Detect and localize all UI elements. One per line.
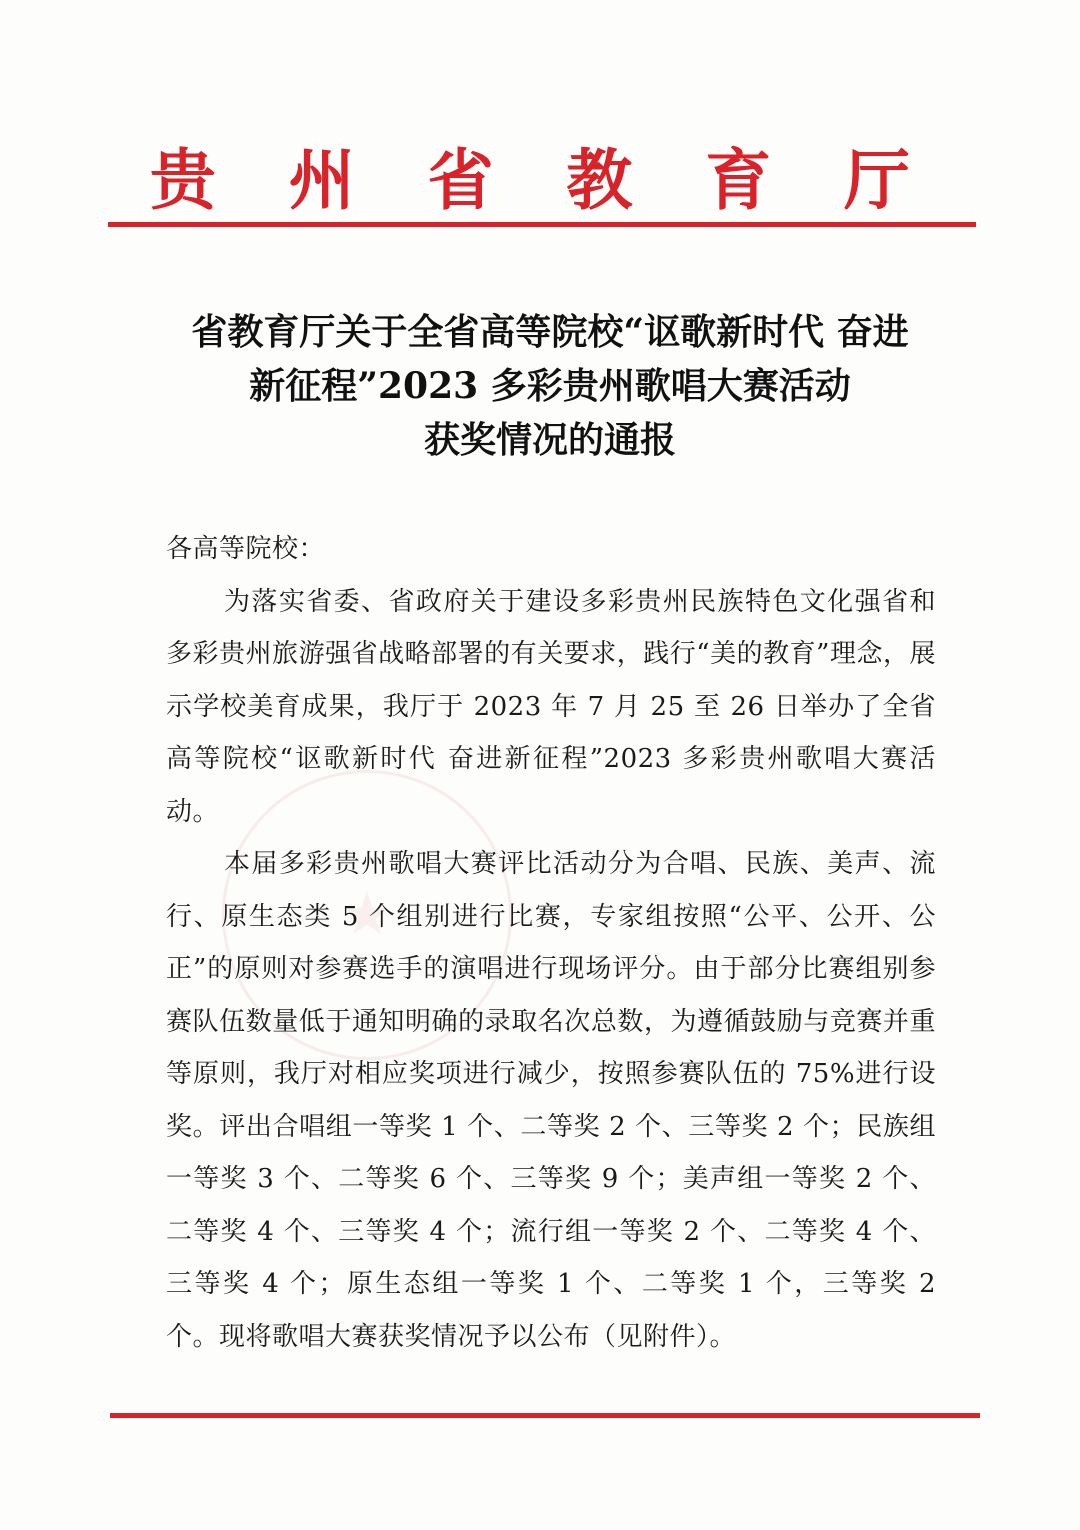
letterhead-char: 省: [427, 141, 494, 219]
letterhead-char: 教: [566, 141, 633, 219]
letterhead: [150, 140, 910, 220]
letterhead-char: 厅: [843, 141, 910, 219]
title-line: 省教育厅关于全省高等院校“讴歌新时代 奋进: [191, 311, 909, 353]
footer-red-rule: [110, 1413, 980, 1418]
document-body: [166, 523, 936, 1363]
letterhead-char: 州: [288, 141, 355, 219]
body-paragraph: 为落实省委、省政府关于建设多彩贵州民族特色文化强省和多彩贵州旅游强省战略部署的有关要求，践行“美的教育”理念，展示学校美育成果，我厅于 2023 年 7 月 25 至 26 日举办了全省高等院校“讴歌新时代 奋进新征程”2023 多彩贵州歌唱大赛活动。: [166, 586, 936, 827]
title-line: 新征程”2023 多彩贵州歌唱大赛活动: [249, 365, 851, 407]
letterhead-char: 贵: [150, 141, 216, 219]
letterhead-red-rule: [108, 222, 976, 227]
document-title: [130, 305, 970, 467]
salutation: 各高等院校：: [166, 534, 326, 564]
letterhead-char: 育: [705, 141, 772, 219]
title-line: 获奖情况的通报: [423, 419, 676, 461]
body-paragraph: 本届多彩贵州歌唱大赛评比活动分为合唱、民族、美声、流行、原生态类 5 个组别进行比赛，专家组按照“公平、公开、公正”的原则对参赛选手的演唱进行现场评分。由于部分比赛组别参赛队伍数量低于通知明确的录取名次总数，为遵循鼓励与竞赛并重等原则，我厅对相应奖项进行减少，按照参赛队伍的 75%进行设奖。评出合唱组一等奖 1 个、二等奖 2 个、三等奖 2 个；民族组一等奖 3 个、二等奖 6 个、三等奖 9 个；美声组一等奖 2 个、二等奖 4 个、三等奖 4 个；流行组一等奖 2 个、二等奖 4 个、三等奖 4 个；原生态组一等奖 1 个、二等奖 1 个，三等奖 2 个。现将歌唱大赛获奖情况予以公布（见附件）。: [166, 849, 936, 1352]
